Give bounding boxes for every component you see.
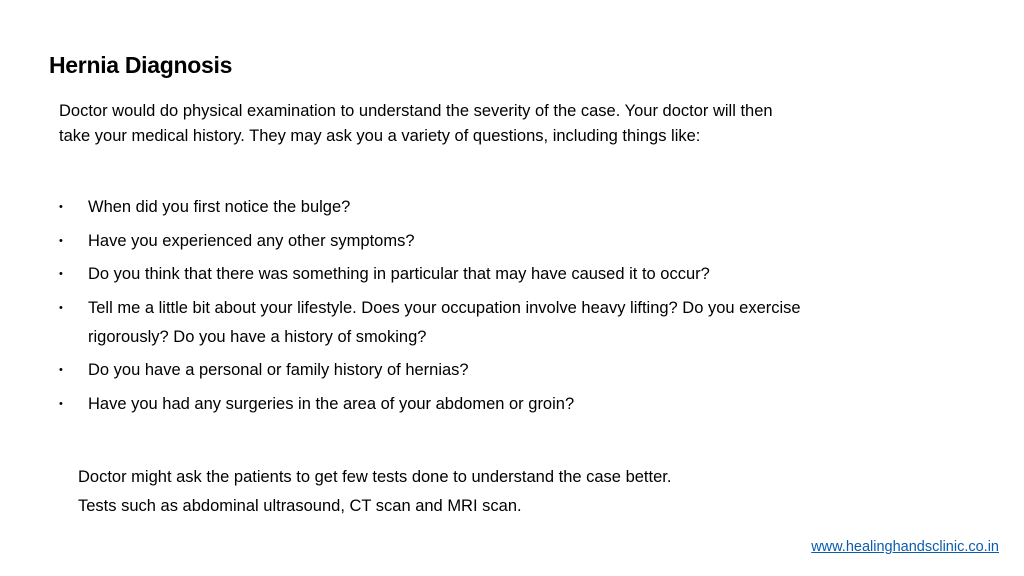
list-item: [59, 193, 839, 222]
list-item: [59, 260, 839, 289]
bullet-icon: •: [59, 201, 63, 213]
list-item: [59, 227, 839, 256]
intro-paragraph: Doctor would do physical examination to understand the severity of the case. Your doctor will then take your medical history. They may ask you a variety of questions, including things like:: [59, 102, 773, 145]
question-text: Have you had any surgeries in the area of your abdomen or groin?: [88, 394, 575, 413]
question-list: [59, 193, 839, 423]
question-text: Do you have a personal or family history of hernias?: [88, 361, 469, 379]
question-text: When did you first notice the bulge?: [88, 198, 351, 216]
tests-line-1: Doctor might ask the patients to get few tests done to understand the case better.: [78, 468, 672, 486]
bullet-icon: •: [59, 397, 63, 410]
list-item: [59, 294, 839, 352]
tests-line-2: Tests such as abdominal ultrasound, CT scan and MRI scan.: [78, 497, 522, 515]
question-text: Tell me a little bit about your lifestyle. Does your occupation involve heavy lifting? Do you exercise rigorously? Do you have a history of smoking?: [88, 298, 801, 346]
list-item: [59, 356, 839, 385]
website-link[interactable]: www.healinghandsclinic.co.in: [811, 539, 999, 555]
bullet-icon: •: [59, 301, 63, 314]
bullet-icon: •: [59, 364, 63, 376]
bullet-icon: •: [59, 268, 63, 280]
question-text: Do you think that there was something in particular that may have caused it to occur?: [88, 265, 710, 283]
question-text: Have you experienced any other symptoms?: [88, 231, 415, 250]
page-title: Hernia Diagnosis: [49, 52, 233, 78]
bullet-icon: •: [59, 234, 63, 247]
list-item: [59, 390, 839, 419]
tests-paragraph: [78, 463, 838, 521]
